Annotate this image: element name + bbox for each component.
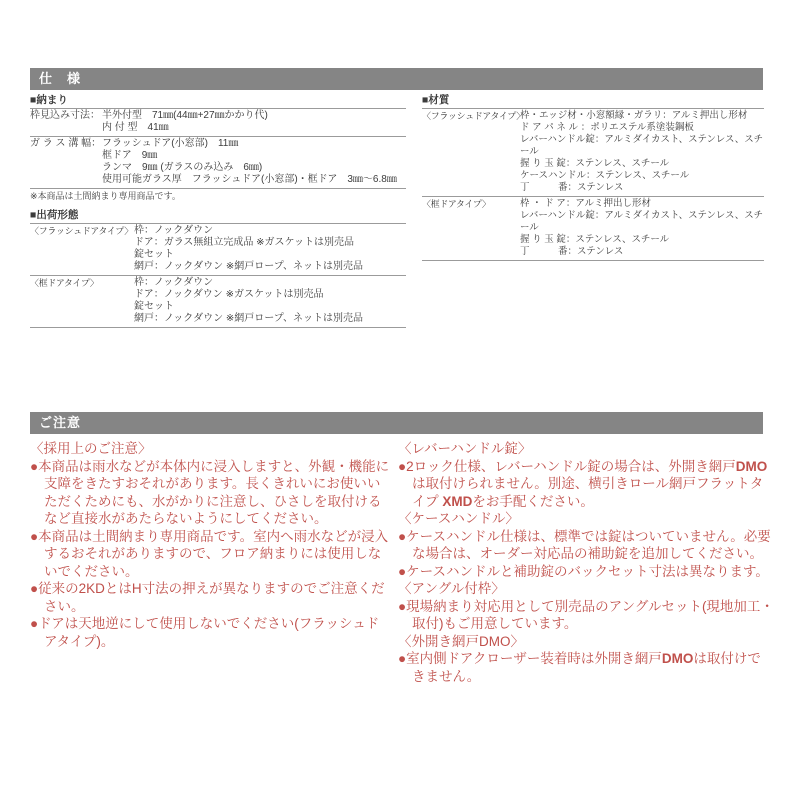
note-bullet: ●従来の2KDとはH寸法の押えが異なりますのでご注意ください。 bbox=[30, 581, 385, 614]
row-line: レバーハンドル錠：アルミダイカスト、ステンレス、スチール bbox=[520, 134, 764, 157]
osamari-heading: ■納まり bbox=[30, 94, 406, 109]
row-label: 〈框ドアタイプ〉 bbox=[422, 199, 491, 209]
row-line: ドア：ノックダウン ※ガスケットは別売品 bbox=[134, 289, 324, 300]
note-bullet: ●室内側ドアクローザー装着時は外開き網戸DMOは取付けできません。 bbox=[398, 651, 761, 684]
row-label: ガ ラ ス 溝 幅： bbox=[30, 138, 102, 149]
notice-right-column bbox=[398, 440, 774, 685]
material-table bbox=[422, 94, 764, 261]
note-bullet: ●本商品は雨水などが本体内に浸入しますと、外観・機能に支障をきたすおそれがあります。長くきれいにお使いいただくためにも、水がかりに注意し、ひさしを取付けるなど直接水があたらないようにしてください。 bbox=[30, 458, 390, 526]
row-lines bbox=[520, 110, 764, 194]
note-bullet: ●現場納まり対応用として別売品のアングルセット(現地加工・取付)もご用意しています。 bbox=[398, 598, 774, 631]
row-label: 枠見込み寸法： bbox=[30, 110, 100, 121]
note-group-heading: 〈レバーハンドル錠〉 bbox=[398, 441, 532, 456]
row-line: 網戸：ノックダウン ※網戸ロープ、ネットは別売品 bbox=[134, 261, 363, 272]
row-line: 握 り 玉 錠：ステンレス、スチール bbox=[520, 234, 670, 245]
row-line: 内 付 型 41㎜ bbox=[102, 122, 169, 133]
row-line: 枠・エッジ材・小窓額縁・ガラリ：アルミ押出し形材 bbox=[520, 110, 748, 121]
row-line: 枠：ノックダウン bbox=[134, 277, 214, 288]
spec-left-column bbox=[30, 94, 406, 328]
note-bullet: ●ケースハンドル仕様は、標準では錠はついていません。必要な場合は、オーダー対応品の補助錠を追加してください。 bbox=[398, 528, 771, 561]
row-line: レバーハンドル錠：アルミダイカスト、ステンレス、スチール bbox=[520, 210, 764, 233]
table-row bbox=[30, 276, 406, 328]
row-line: 枠 ・ ド ア：アルミ押出し形材 bbox=[520, 198, 652, 209]
table-row bbox=[30, 109, 406, 137]
material-heading: ■材質 bbox=[422, 94, 764, 109]
row-label: 〈框ドアタイプ〉 bbox=[30, 278, 99, 288]
row-lines bbox=[520, 198, 764, 258]
row-lines bbox=[102, 110, 406, 134]
row-line: 框ドア 9㎜ bbox=[102, 150, 158, 161]
row-label: 〈フラッシュドアタイプ〉 bbox=[30, 226, 133, 236]
row-line: 半外付型 71㎜(44㎜+27㎜かかり代) bbox=[102, 110, 268, 121]
table-row bbox=[422, 197, 764, 261]
note-group-heading: 〈アングル付枠〉 bbox=[398, 581, 505, 596]
note-group-heading: 〈外開き網戸DMO〉 bbox=[398, 633, 524, 649]
osamari-footnote: ※本商品は土間納まり専用商品です。 bbox=[30, 191, 181, 201]
row-line: 丁 番：ステンレス bbox=[520, 182, 624, 193]
row-line: 使用可能ガラス厚 フラッシュドア(小窓部)・框ドア 3㎜～6.8㎜ bbox=[102, 174, 397, 185]
osamari-table bbox=[30, 94, 406, 202]
table-row bbox=[422, 109, 764, 197]
row-line: ド ア パ ネ ル ：ポリエステル系塗装鋼板 bbox=[520, 122, 694, 133]
osamari-rows bbox=[30, 109, 406, 189]
row-line: 枠：ノックダウン bbox=[134, 225, 214, 236]
spec-right-column bbox=[422, 94, 764, 261]
notice-section-bar bbox=[30, 412, 763, 434]
notice-section-title: ご注意 bbox=[39, 415, 82, 430]
note-bullet: ●ケースハンドルと補助錠のバックセット寸法は異なります。 bbox=[398, 563, 769, 579]
row-line: フラッシュドア(小窓部) 11㎜ bbox=[102, 138, 239, 149]
row-line: ドア：ガラス無組立完成品 ※ガスケットは別売品 bbox=[134, 237, 355, 248]
row-lines bbox=[102, 138, 406, 186]
row-line: 丁 番：ステンレス bbox=[520, 246, 624, 257]
row-line: ケースハンドル：ステンレス、スチール bbox=[520, 170, 690, 181]
material-rows bbox=[422, 109, 764, 261]
table-row bbox=[30, 224, 406, 276]
row-line: 握 り 玉 錠：ステンレス、スチール bbox=[520, 158, 670, 169]
row-label: 〈フラッシュドアタイプ〉 bbox=[422, 111, 525, 121]
notice-left-column bbox=[30, 440, 392, 650]
row-line: ランマ 9㎜ (ガラスのみ込み 6㎜) bbox=[102, 162, 263, 173]
shipping-heading: ■出荷形態 bbox=[30, 209, 406, 224]
row-line: 錠セット bbox=[134, 249, 174, 260]
row-lines bbox=[134, 277, 406, 325]
table-row bbox=[30, 137, 406, 189]
shipping-table bbox=[30, 209, 406, 328]
shipping-rows bbox=[30, 224, 406, 328]
spec-section-bar bbox=[30, 68, 763, 90]
row-line: 網戸：ノックダウン ※網戸ロープ、ネットは別売品 bbox=[134, 313, 363, 324]
note-group-heading: 〈採用上のご注意〉 bbox=[30, 441, 152, 456]
row-line: 錠セット bbox=[134, 301, 174, 312]
note-bullet: ●ドアは天地逆にして使用しないでください(フラッシュドアタイプ)。 bbox=[30, 616, 380, 649]
row-lines bbox=[134, 225, 406, 273]
note-bullet: ●本商品は土間納まり専用商品です。室内へ雨水などが浸入するおそれがありますので、フロア納まりには使用しないでください。 bbox=[30, 528, 389, 579]
note-group-heading: 〈ケースハンドル〉 bbox=[398, 511, 519, 526]
note-bullet: ●2ロック仕様、レバーハンドル錠の場合は、外開き網戸DMOは取付けられません。別途、横引きロール網戸フラットタイプ XMDをお手配ください。 bbox=[398, 458, 768, 509]
spec-section-title: 仕 様 bbox=[39, 71, 82, 86]
